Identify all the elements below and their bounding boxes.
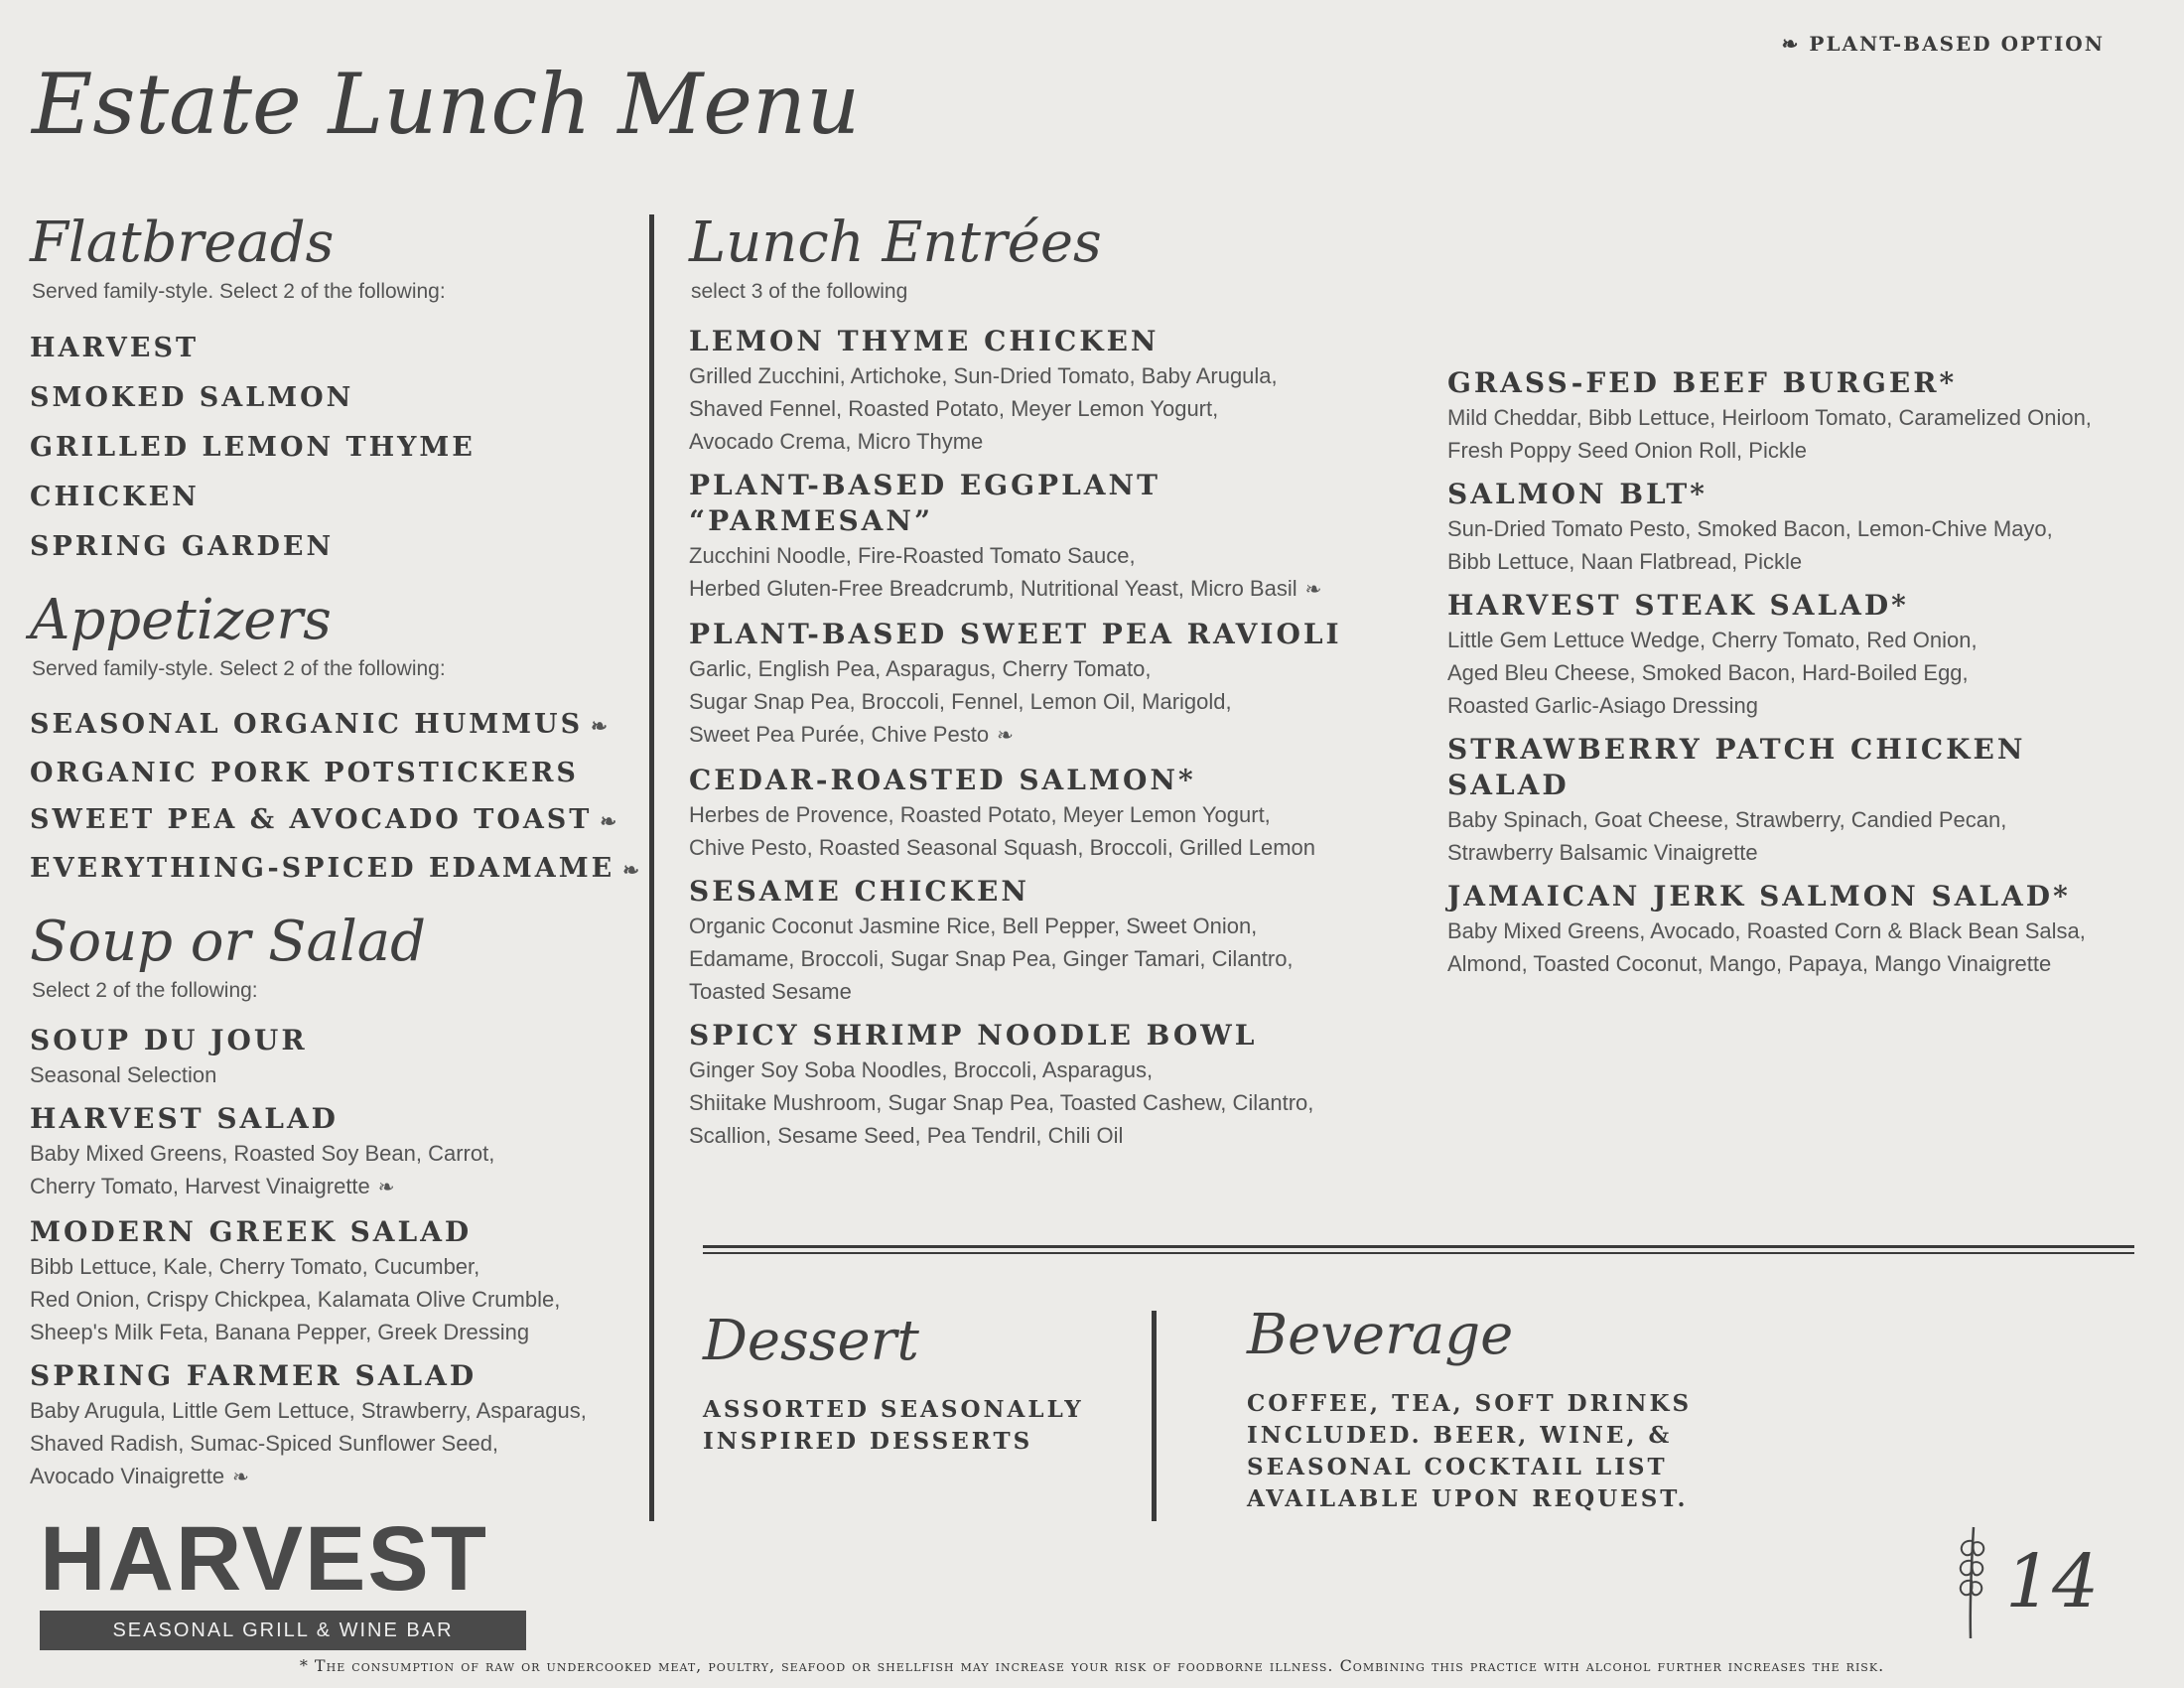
description-text: Grilled Zucchini, Artichoke, Sun-Dried Tomato, Baby Arugula,: [689, 363, 1278, 388]
logo-wordmark: HARVEST: [40, 1508, 488, 1610]
leaf-icon: ❧: [600, 809, 620, 833]
dessert-divider: [1152, 1311, 1157, 1521]
bottom-divider: [703, 1245, 2134, 1254]
entree-item-description: [1447, 401, 2142, 434]
flatbread-item: GRILLED LEMON THYME CHICKEN: [30, 432, 476, 512]
appetizer-name: SWEET PEA & AVOCADO TOAST: [30, 804, 593, 835]
description-text: Sun-Dried Tomato Pesto, Smoked Bacon, Lemon-Chive Mayo,: [1447, 516, 2053, 541]
entree-item-description: [1447, 656, 2142, 689]
beverage-text: [1247, 1388, 1803, 1515]
entree-item-description: [689, 539, 1404, 572]
entrees-list-1: [689, 324, 1404, 1152]
description-text: Ginger Soy Soba Noodles, Broccoli, Asparagus,: [689, 1057, 1154, 1082]
description-text: Chive Pesto, Roasted Seasonal Squash, Broccoli, Grilled Lemon: [689, 835, 1316, 860]
entree-item-description: [689, 359, 1404, 392]
entree-item-description: [689, 1086, 1404, 1119]
description-text: Shaved Radish, Sumac-Spiced Sunflower Seed,: [30, 1431, 499, 1456]
entree-item-description: [1447, 689, 2142, 722]
beverage-section: [1247, 1301, 1803, 1515]
description-text: Seasonal Selection: [30, 1062, 217, 1087]
flatbread-item: HARVEST: [30, 333, 200, 363]
description-text: Almond, Toasted Coconut, Mango, Papaya, Mango Vinaigrette: [1447, 951, 2052, 976]
entree-item: [689, 468, 1404, 607]
entree-item-description: [1447, 434, 2142, 467]
leaf-icon: ❧: [1304, 579, 1322, 601]
entree-item-description: [1447, 512, 2142, 545]
description-text: Aged Bleu Cheese, Smoked Bacon, Hard-Boiled Egg,: [1447, 660, 1969, 685]
entree-item-description: [689, 975, 1404, 1008]
entrees-note: select 3 of the following: [691, 280, 908, 303]
entree-item: [689, 763, 1404, 864]
entree-item: [1447, 879, 2142, 980]
salad-item-description: [30, 1137, 645, 1170]
entree-item-name: JAMAICAN JERK SALMON SALAD*: [1447, 880, 2071, 913]
beverage-line: SEASONAL COCKTAIL LIST: [1247, 1454, 1668, 1480]
entrees-column-2: [1447, 359, 2142, 990]
leaf-icon: ❧: [622, 858, 642, 882]
salad-item: [30, 1023, 645, 1091]
entree-item-name: GRASS-FED BEEF BURGER*: [1447, 366, 1958, 399]
salad-item-description: [30, 1427, 645, 1460]
left-column: [30, 209, 645, 1504]
wheat-icon: [1944, 1521, 1997, 1640]
legend-label: PLANT-BASED OPTION: [1809, 32, 2105, 56]
entree-item-name: LEMON THYME CHICKEN: [689, 325, 1160, 357]
dessert-section: [703, 1307, 1120, 1458]
description-text: Shaved Fennel, Roasted Potato, Meyer Lemon Yogurt,: [689, 396, 1219, 421]
description-text: Strawberry Balsamic Vinaigrette: [1447, 840, 1758, 865]
description-text: Shiitake Mushroom, Sugar Snap Pea, Toasted Cashew, Cilantro,: [689, 1090, 1314, 1115]
entrees-list-2: [1447, 365, 2142, 980]
description-text: Fresh Poppy Seed Onion Roll, Pickle: [1447, 438, 1807, 463]
leaf-icon: ❧: [377, 1177, 395, 1198]
salad-item-description: [30, 1394, 645, 1427]
description-text: Herbed Gluten-Free Breadcrumb, Nutritional Yeast, Micro Basil: [689, 576, 1297, 601]
entree-item-description: [1447, 947, 2142, 980]
entree-item-name: PLANT-BASED SWEET PEA RAVIOLI: [689, 618, 1342, 650]
salad-item-name: HARVEST SALAD: [30, 1102, 339, 1135]
description-text: Sheep's Milk Feta, Banana Pepper, Greek Dressing: [30, 1320, 530, 1344]
leaf-icon: ❧: [997, 725, 1014, 747]
leaf-icon: ❧: [232, 1467, 249, 1488]
salad-item-name: SOUP DU JOUR: [30, 1024, 308, 1056]
entree-item-description: [1447, 914, 2142, 947]
description-text: Mild Cheddar, Bibb Lettuce, Heirloom Tomato, Caramelized Onion,: [1447, 405, 2092, 430]
entree-item-description: [689, 831, 1404, 864]
entree-item-description: [689, 425, 1404, 458]
entree-item-description: [689, 798, 1404, 831]
salad-item: [30, 1358, 645, 1494]
entree-item-name: SALMON BLT*: [1447, 478, 1707, 510]
beverage-line: COFFEE, TEA, SOFT DRINKS: [1247, 1390, 1693, 1417]
plant-based-legend: [1782, 32, 2105, 56]
description-text: Bibb Lettuce, Kale, Cherry Tomato, Cucumber,: [30, 1254, 480, 1279]
harvest-logo: [40, 1508, 526, 1650]
appetizer-name: EVERYTHING-SPICED EDAMAME: [30, 853, 615, 884]
entree-item-description: [1447, 836, 2142, 869]
soup-salad-title: Soup or Salad: [30, 910, 426, 974]
salad-item: [30, 1101, 645, 1204]
entrees-title: Lunch Entrées: [689, 211, 1102, 275]
salad-item-description: [30, 1460, 645, 1494]
description-text: Little Gem Lettuce Wedge, Cherry Tomato, Red Onion,: [1447, 628, 1978, 652]
entree-item-description: [1447, 624, 2142, 656]
entree-item-name: HARVEST STEAK SALAD*: [1447, 589, 1909, 622]
entree-item-description: [689, 1054, 1404, 1086]
leaf-icon: ❧: [591, 714, 611, 738]
soup-salad-list: [30, 1023, 645, 1494]
entree-item-description: [689, 718, 1404, 753]
entree-item-description: [689, 942, 1404, 975]
description-text: Sweet Pea Purée, Chive Pesto: [689, 722, 990, 747]
entree-item-description: [689, 1119, 1404, 1152]
appetizers-note: Served family-style. Select 2 of the following:: [32, 657, 446, 680]
salad-item-name: MODERN GREEK SALAD: [30, 1215, 473, 1248]
description-text: Organic Coconut Jasmine Rice, Bell Pepper, Sweet Onion,: [689, 914, 1258, 938]
description-text: Herbes de Provence, Roasted Potato, Meyer Lemon Yogurt,: [689, 802, 1271, 827]
salad-item-description: [30, 1283, 645, 1316]
description-text: Zucchini Noodle, Fire-Roasted Tomato Sauce,: [689, 543, 1136, 568]
description-text: Red Onion, Crispy Chickpea, Kalamata Olive Crumble,: [30, 1287, 561, 1312]
flatbread-item: SMOKED SALMON: [30, 382, 354, 413]
entree-item-name: PLANT-BASED EGGPLANT “PARMESAN”: [689, 469, 1160, 537]
flatbreads-title: Flatbreads: [30, 211, 335, 275]
column-divider: [649, 214, 654, 1521]
appetizer-name: ORGANIC PORK POTSTICKERS: [30, 758, 579, 788]
entree-item-description: [689, 652, 1404, 685]
description-text: Baby Mixed Greens, Roasted Soy Bean, Carrot,: [30, 1141, 495, 1166]
appetizer-item: [30, 701, 645, 750]
entree-item: [1447, 588, 2142, 722]
menu-price: 14: [2005, 1539, 2100, 1624]
beverage-title: Beverage: [1247, 1303, 1514, 1367]
salad-item-description: [30, 1316, 645, 1348]
description-text: Toasted Sesame: [689, 979, 852, 1004]
entree-item-description: [689, 392, 1404, 425]
appetizers-list: [30, 701, 645, 894]
entree-item: [1447, 732, 2142, 869]
entree-item-description: [689, 572, 1404, 607]
description-text: Sugar Snap Pea, Broccoli, Fennel, Lemon Oil, Marigold,: [689, 689, 1232, 714]
salad-item-name: SPRING FARMER SALAD: [30, 1359, 478, 1392]
dessert-text: [703, 1394, 1120, 1458]
entree-item-name: CEDAR-ROASTED SALMON*: [689, 764, 1196, 796]
entree-item: [689, 1018, 1404, 1152]
entree-item-description: [689, 910, 1404, 942]
description-text: Avocado Crema, Micro Thyme: [689, 429, 984, 454]
description-text: Roasted Garlic-Asiago Dressing: [1447, 693, 1759, 718]
soup-salad-note: Select 2 of the following:: [32, 979, 258, 1002]
entree-item-name: STRAWBERRY PATCH CHICKEN SALAD: [1447, 733, 2026, 801]
entree-item-description: [1447, 803, 2142, 836]
leaf-icon: ❧: [1781, 32, 1801, 56]
description-text: Garlic, English Pea, Asparagus, Cherry Tomato,: [689, 656, 1152, 681]
flatbreads-note: Served family-style. Select 2 of the following:: [32, 280, 446, 303]
appetizer-item: [30, 750, 645, 796]
entree-item: [689, 874, 1404, 1008]
entree-item: [689, 324, 1404, 458]
appetizer-item: [30, 845, 645, 894]
beverage-line: INCLUDED. BEER, WINE, &: [1247, 1422, 1673, 1449]
description-text: Cherry Tomato, Harvest Vinaigrette: [30, 1174, 370, 1198]
salad-item-description: [30, 1170, 645, 1204]
description-text: Scallion, Sesame Seed, Pea Tendril, Chili Oil: [689, 1123, 1124, 1148]
salad-item-description: [30, 1250, 645, 1283]
flatbreads-list: [30, 324, 645, 572]
salad-item-description: [30, 1058, 645, 1091]
entree-item-name: SPICY SHRIMP NOODLE BOWL: [689, 1019, 1258, 1052]
entrees-column: [689, 209, 1404, 1162]
description-text: Bibb Lettuce, Naan Flatbread, Pickle: [1447, 549, 1803, 574]
entree-item: [1447, 477, 2142, 578]
description-text: Baby Mixed Greens, Avocado, Roasted Corn & Black Bean Salsa,: [1447, 918, 2086, 943]
appetizer-name: SEASONAL ORGANIC HUMMUS: [30, 709, 584, 740]
entree-item-description: [689, 685, 1404, 718]
entree-item-description: [1447, 545, 2142, 578]
menu-title: Estate Lunch Menu: [32, 56, 861, 153]
dessert-line: INSPIRED DESSERTS: [703, 1428, 1033, 1455]
food-safety-disclaimer: * The consumption of raw or undercooked meat, poultry, seafood or shellfish may increase your risk of foodborne illness. Combining this practice with alcohol further increases the risk.: [299, 1656, 1885, 1675]
entree-item-name: SESAME CHICKEN: [689, 875, 1029, 908]
dessert-line: ASSORTED SEASONALLY: [703, 1396, 1084, 1423]
entree-item: [1447, 365, 2142, 467]
description-text: Edamame, Broccoli, Sugar Snap Pea, Ginger Tamari, Cilantro,: [689, 946, 1294, 971]
beverage-line: AVAILABLE UPON REQUEST.: [1247, 1485, 1689, 1512]
salad-item: [30, 1214, 645, 1348]
description-text: Baby Spinach, Goat Cheese, Strawberry, Candied Pecan,: [1447, 807, 2007, 832]
entree-item: [689, 617, 1404, 753]
appetizer-item: [30, 796, 645, 845]
dessert-title: Dessert: [703, 1309, 919, 1373]
description-text: Baby Arugula, Little Gem Lettuce, Strawberry, Asparagus,: [30, 1398, 587, 1423]
flatbread-item: SPRING GARDEN: [30, 531, 335, 562]
description-text: Avocado Vinaigrette: [30, 1464, 225, 1488]
appetizers-title: Appetizers: [30, 588, 332, 652]
logo-tagline: SEASONAL GRILL & WINE BAR: [40, 1611, 526, 1650]
